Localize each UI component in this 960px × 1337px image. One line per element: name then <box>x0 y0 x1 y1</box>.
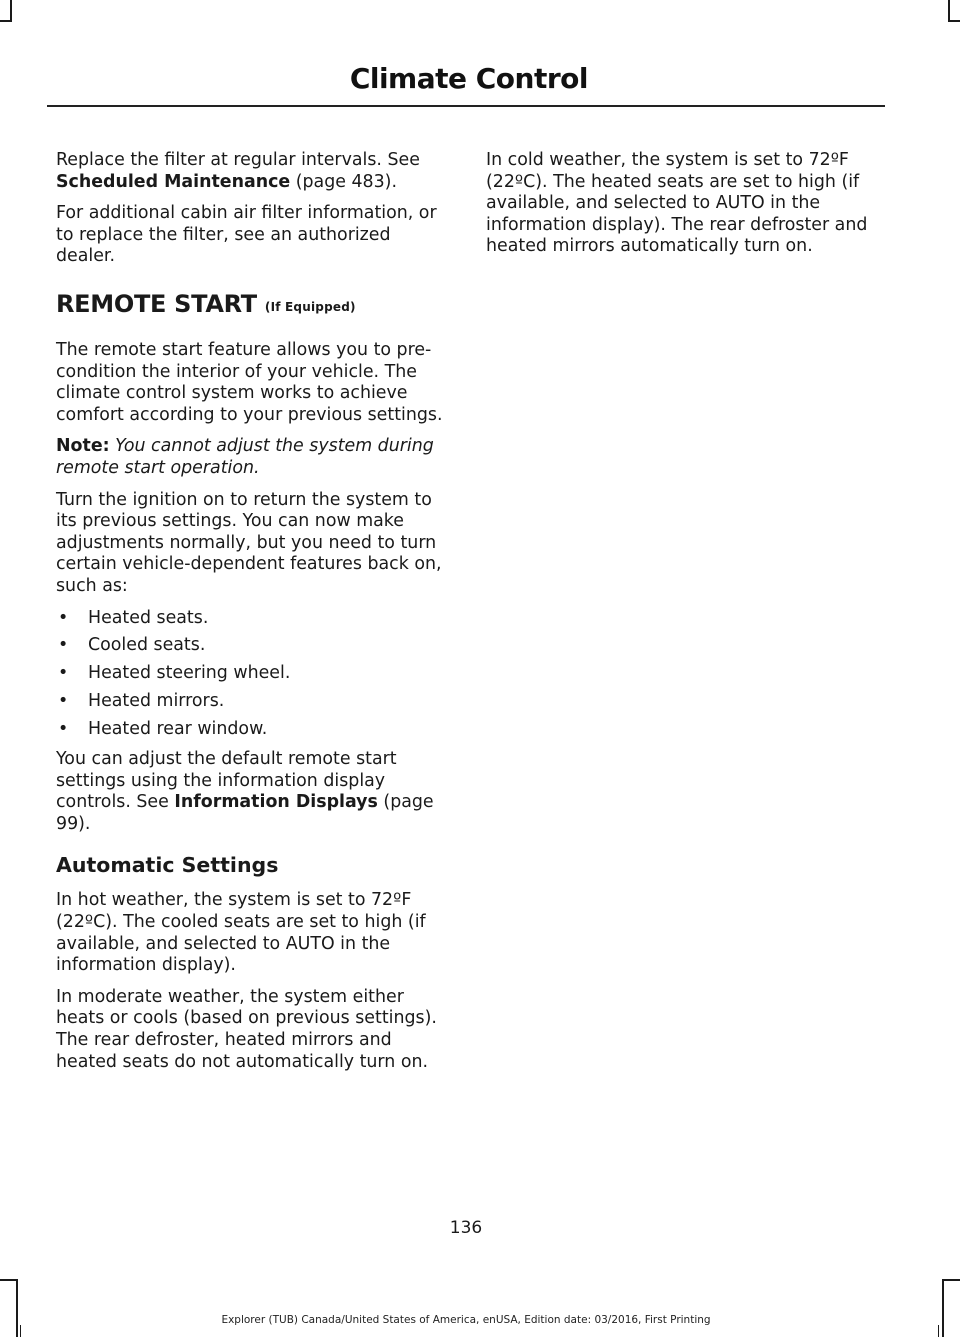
crop-mark <box>0 20 12 22</box>
remote-start-heading <box>56 290 448 321</box>
automatic-settings-heading: Automatic Settings <box>56 853 279 878</box>
bullet-icon: • <box>58 607 69 628</box>
crop-mark <box>938 1325 939 1337</box>
ignition-paragraph: Turn the ignition on to return the system to its previous settings. You can now make adjustments normally, but you need to turn certain vehicle-dependent features back on, such as: <box>56 489 442 596</box>
cold-weather-paragraph: In cold weather, the system is set to 72ºF (22ºC). The heated seats are set to high (if available, and selected to AUTO in the information display). The rear defroster and heated mirrors automatically turn on. <box>486 150 868 257</box>
hot-weather-paragraph: In hot weather, the system is set to 72ºF (22ºC). The cooled seats are set to high (if available, and selected to AUTO in the information display). <box>56 890 426 976</box>
remote-start-intro: The remote start feature allows you to pre-condition the interior of your vehicle. The climate control system works to achieve comfort according to your previous settings. <box>56 339 443 425</box>
information-displays-page-ref: (page 99). <box>56 792 434 834</box>
remote-start-heading-text: REMOTE START <box>56 289 257 318</box>
list-item-text: Cooled seats. <box>88 635 206 656</box>
crop-mark <box>942 1279 944 1337</box>
bullet-icon: • <box>58 663 69 684</box>
if-equipped-label: (If Equipped) <box>264 299 356 314</box>
default-settings-text: You can adjust the default remote start settings using the information display controls. See <box>56 749 397 813</box>
cabin-filter-paragraph: For additional cabin air filter information, or to replace the filter, see an authorized dealer. <box>56 203 437 267</box>
header-divider <box>47 105 885 107</box>
bullet-icon: • <box>58 691 69 712</box>
crop-mark <box>948 0 950 20</box>
list-item <box>56 635 448 657</box>
crop-mark <box>948 20 960 22</box>
list-item <box>56 663 448 685</box>
right-column <box>486 150 886 268</box>
note-text: You cannot adjust the system during remote start operation. <box>56 436 434 478</box>
note-label: Note: <box>56 436 110 457</box>
filter-text: Replace the filter at regular intervals. See <box>56 150 420 170</box>
information-displays-link[interactable]: Information Displays <box>174 792 378 813</box>
default-settings-paragraph <box>56 749 448 835</box>
bullet-icon: • <box>58 719 69 740</box>
list-item <box>56 719 448 741</box>
bullet-icon: • <box>58 635 69 656</box>
footer-edition-info: Explorer (TUB) Canada/United States of America, enUSA, Edition date: 03/2016, First Printing <box>221 1314 711 1326</box>
scheduled-maintenance-link[interactable]: Scheduled Maintenance <box>56 171 291 192</box>
page-title: Climate Control <box>349 62 588 95</box>
filter-page-ref: (page 483). <box>290 171 397 192</box>
crop-mark <box>20 1325 21 1337</box>
crop-mark <box>10 0 12 20</box>
filter-paragraph <box>56 150 448 193</box>
note-paragraph <box>56 436 448 479</box>
list-item-text: Heated seats. <box>88 607 209 628</box>
list-item-text: Heated mirrors. <box>88 691 225 712</box>
crop-mark <box>16 1279 18 1337</box>
page-number: 136 <box>449 1218 483 1238</box>
list-item-text: Heated rear window. <box>88 719 268 740</box>
left-column <box>56 150 448 1083</box>
list-item <box>56 608 448 630</box>
list-item <box>56 691 448 713</box>
moderate-weather-paragraph: In moderate weather, the system either heats or cools (based on previous settings). The rear defroster, heated mirrors and heated seats do not automatically turn on. <box>56 986 437 1072</box>
list-item-text: Heated steering wheel. <box>88 663 291 684</box>
crop-mark <box>942 1279 960 1281</box>
feature-list <box>56 608 448 742</box>
